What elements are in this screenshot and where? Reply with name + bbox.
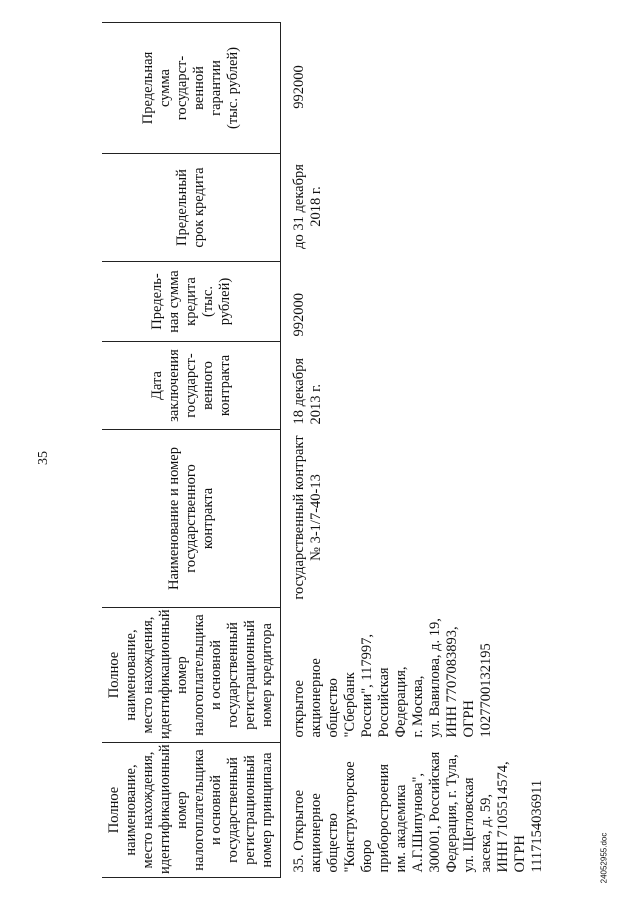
page-number: 35 bbox=[36, 451, 51, 465]
header-principal: Полное наименование, место нахождения, идентификационный номер налогоплательщика и основной государственный регистрационный номер принципала bbox=[102, 743, 281, 878]
cell-credit-term: до 31 декабря 2018 г. bbox=[291, 164, 324, 249]
header-credit-limit: Предель- ная сумма кредита (тыс. рублей) bbox=[102, 262, 281, 342]
header-guarantee-limit: Предельная сумма государст- венной гарантии (тыс. рублей) bbox=[102, 23, 281, 154]
cell-contract: государственный контракт № 3-1/7-40-13 bbox=[291, 435, 324, 600]
footer-document-code: 24052955.doc bbox=[599, 832, 609, 884]
cell-contract-date: 18 декабря 2013 г. bbox=[291, 358, 324, 425]
table-header-row bbox=[102, 23, 281, 878]
header-contract-date: Дата заключения государст- венного контракта bbox=[102, 342, 281, 430]
header-credit-term: Предельный срок кредита bbox=[102, 154, 281, 262]
header-creditor: Полное наименование, место нахождения, идентификационный номер налогоплательщика и основной государственный регистрационный номер кредитора bbox=[102, 608, 281, 743]
cell-guarantee-limit: 992000 bbox=[291, 65, 307, 109]
header-contract: Наименование и номер государственного контракта bbox=[102, 430, 281, 608]
rotated-table-frame bbox=[102, 23, 545, 878]
table-row bbox=[281, 23, 549, 878]
guarantee-table bbox=[102, 22, 548, 878]
cell-principal: 35. Открытое акционерное общество "Конструкторское бюро приборостроения им. академика А.Г.Шипунова", 300001, Российская Федерация, г. Тула, ул. Щегловская засека, д. 59, ИНН 7105514574, ОГРН 1117154036911 bbox=[291, 751, 545, 873]
cell-creditor: открытое акционерное общество "Сбербанк России", 117997, Российская Федерация, г. Москва, ул. Вавилова, д. 19, ИНН 7707083893, ОГРН 1027700132195 bbox=[291, 618, 494, 738]
cell-credit-limit: 992000 bbox=[291, 293, 307, 337]
